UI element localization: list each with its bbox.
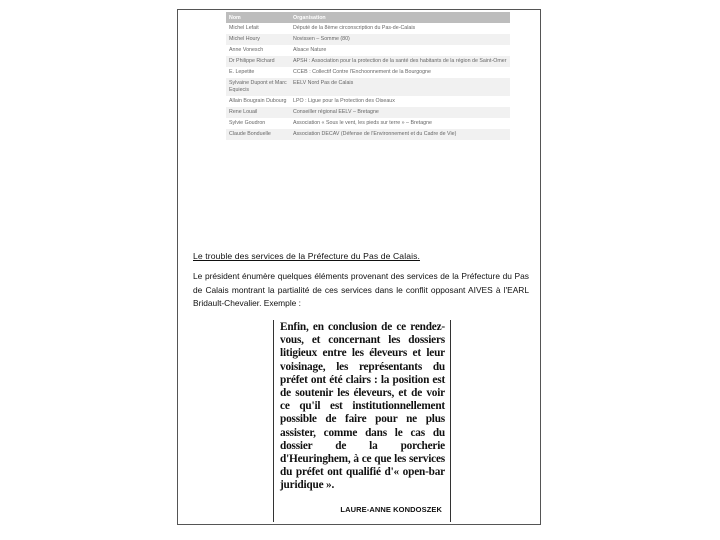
cell-name: Dr Philippe Richard — [226, 56, 290, 67]
cell-organisation: Conseiller régional EELV – Bretagne — [290, 107, 510, 118]
table-header-row — [226, 12, 510, 23]
participants-table — [226, 12, 510, 140]
header-organisation: Organisation — [290, 12, 510, 23]
cell-name: E. Lepetite — [229, 69, 255, 75]
table-row — [226, 45, 510, 56]
cell-organisation: LPO : Ligue pour la Protection des Oiseaux — [293, 98, 395, 104]
table-row — [226, 34, 510, 45]
table-row — [226, 67, 510, 78]
header-name: Nom — [226, 12, 290, 23]
cell-name: Michel Houry — [226, 34, 290, 45]
cell-name: Rene Louail — [226, 107, 290, 118]
cell-organisation: Novissen – Somme (80) — [290, 34, 510, 45]
table-row — [226, 23, 510, 34]
cell-name: Claude Bonduelle — [226, 129, 290, 140]
cell-organisation: Association DECAV (Défense de l'Environnement et du Cadre de Vie) — [290, 129, 510, 140]
cell-name: Allain Bougrain Dubourg — [229, 98, 287, 104]
section-heading: Le trouble des services de la Préfecture du Pas de Calais. — [193, 251, 420, 261]
cell-name: Sylvaine Dupont et Marc Equiecis — [226, 78, 290, 96]
cell-name: Sylvie Goudron — [229, 120, 266, 126]
cell-organisation: Député de la 8ème circonscription du Pas-de-Calais — [293, 25, 416, 31]
table-row — [226, 118, 510, 129]
cell-organisation: Association « Sous le vent, les pieds sur terre » – Bretagne — [293, 120, 432, 126]
clipping-author: LAURE-ANNE KONDOSZEK — [340, 504, 442, 514]
cell-organisation: Alsace Nature — [293, 47, 327, 53]
table-row — [226, 107, 510, 118]
cell-organisation: EELV Nord Pas de Calais — [290, 78, 510, 96]
cell-organisation: APSH : Association pour la protection de la santé des habitants de la région de Saint-Omer — [290, 56, 510, 67]
table-row — [226, 56, 510, 67]
clipping-text: Enfin, en conclusion de ce rendez-vous, et concernant les dossiers litigieux entre les éleveurs et leur voisinage, les représentants du préfet ont été clairs : la position est de soutenir les éleveurs, et de voir ce qu'il est institutionnellement possible de faire pour ne plus assister, comme dans le cas du dossier de la porcherie d'Heuringhem, à ce que les services du préfet ont qualifié d'« open-bar juridique ». — [280, 321, 445, 492]
cell-name: Michel Lefait — [229, 25, 259, 31]
table-row — [226, 129, 510, 140]
cell-organisation: CCEB : Collectif Contre l'Enchoonnement de la Bourgogne — [293, 69, 431, 75]
table-row — [226, 78, 510, 96]
cell-name: Anne Vonesch — [229, 47, 264, 53]
newspaper-clipping — [273, 320, 451, 522]
table-row — [226, 96, 510, 107]
body-paragraph: Le président énumère quelques éléments provenant des services de la Préfecture du Pas de Calais montrant la partialité de ces services dans le conflit opposant AIVES à l'EARL Bridault-Chevalier. Exemple : — [193, 271, 529, 308]
document-page — [177, 9, 541, 525]
